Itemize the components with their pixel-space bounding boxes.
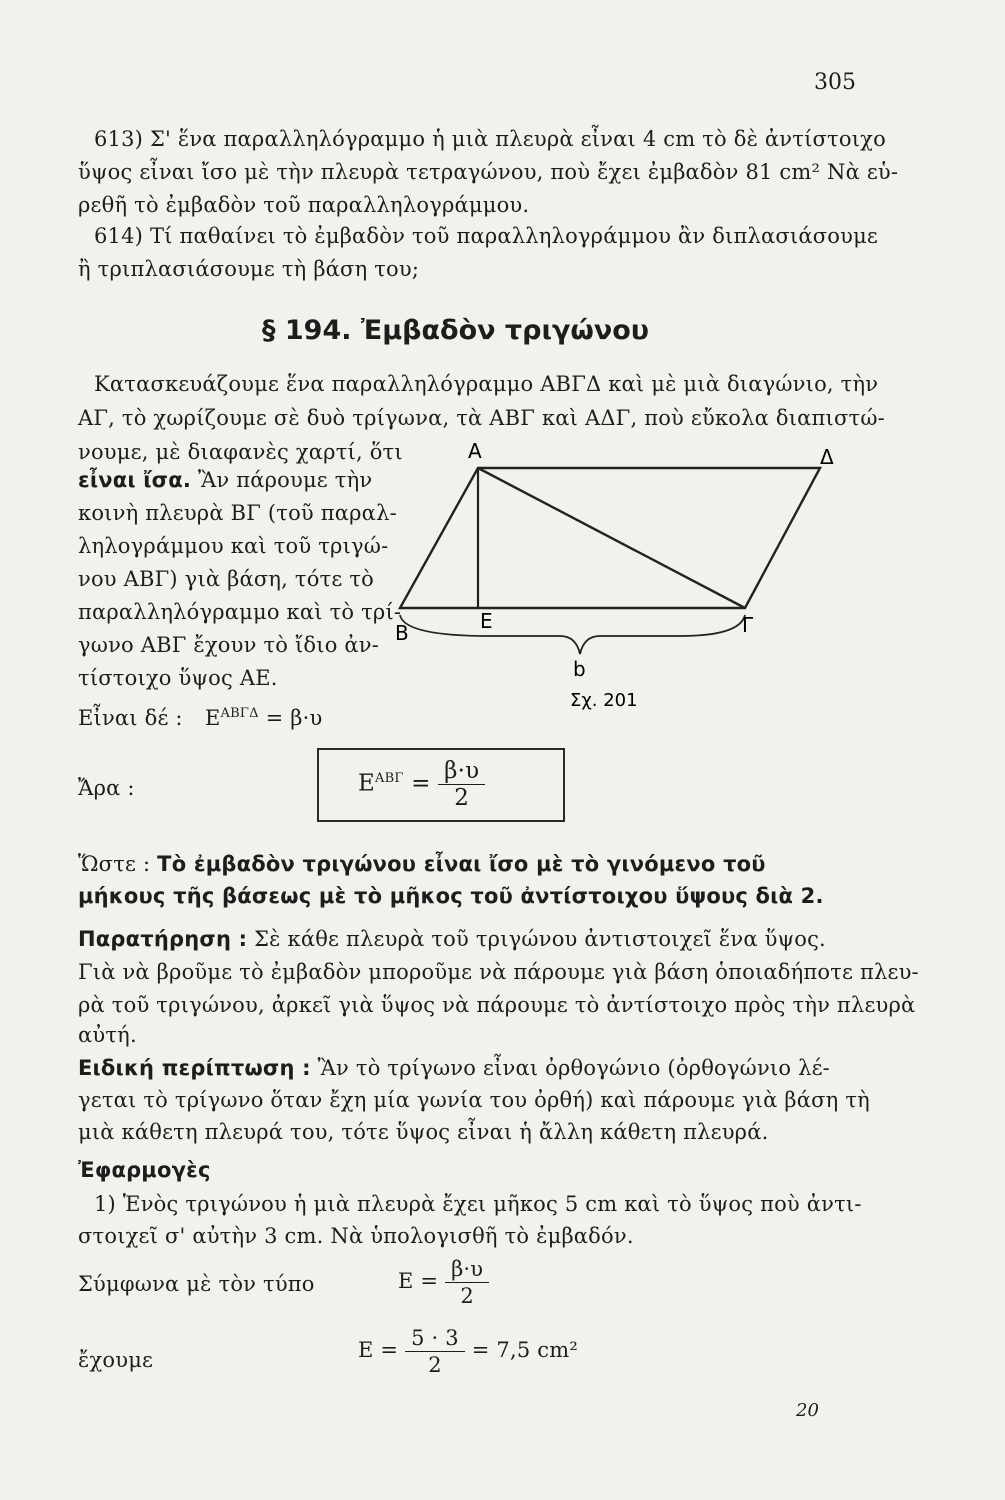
formula-3-lead: Σύμφωνα μὲ τὸν τύπο — [78, 1272, 315, 1296]
label-base-b: b — [573, 657, 586, 681]
left-column-line-7: τίστοιχο ὕψος ΑΕ. — [78, 666, 278, 690]
formula-3-num: β·υ — [445, 1256, 489, 1283]
page-number: 305 — [814, 70, 856, 95]
formula-2-den: 2 — [454, 785, 470, 811]
formula-4 — [358, 1325, 578, 1378]
left-column-line-1-rest: Ἂν πάρουμε τὴν — [197, 468, 373, 492]
conclusion-line-2: μήκους τῆς βάσεως μὲ τὸ μῆκος τοῦ ἀντίστοιχου ὕψους διὰ 2. — [78, 884, 824, 908]
formula-4-num: 5 · 3 — [405, 1325, 465, 1352]
remark-text-1: Σὲ κάθε πλευρὰ τοῦ τριγώνου ἀντιστοιχεῖ ἕνα ὕψος. — [254, 927, 826, 951]
special-line-3: μιὰ κάθετη πλευρά του, τότε ὕψος εἶναι ἡ ἄλλη κάθετη πλευρά. — [78, 1120, 769, 1144]
exercise-613-line-2: ὕψος εἶναι ἴσο μὲ τὴν πλευρὰ τετραγώνου, ποὺ ἔχει ἐμβαδὸν 81 cm² Νὰ εὑ- — [78, 160, 899, 184]
formula-2-eq: = — [411, 770, 431, 797]
applications-title: Ἐφαρμογὲς — [78, 1158, 211, 1182]
diagonal-ag — [478, 468, 745, 608]
label-b: Β — [395, 621, 409, 645]
remark-line-4: αὐτή. — [78, 1023, 137, 1047]
left-column-line-3: ληλογράμμου καὶ τοῦ τριγώ- — [78, 534, 389, 558]
equal-emphasis: εἶναι ἴσα. — [78, 468, 192, 492]
formula-2-lhs: E — [358, 770, 375, 797]
application-1-line-2: στοιχεῖ σ' αὐτὴν 3 cm. Νὰ ὑπολογισθῆ τὸ ἐμβαδόν. — [78, 1224, 634, 1248]
left-column-line-2: κοινὴ πλευρὰ ΒΓ (τοῦ παραλ- — [78, 501, 397, 525]
label-a: Α — [468, 440, 482, 463]
parallelogram-figure — [390, 440, 850, 710]
folio-mark: 20 — [796, 1400, 819, 1421]
figure-caption: Σχ. 201 — [570, 690, 638, 710]
label-e: Ε — [480, 609, 493, 633]
formula-4-fraction — [405, 1325, 465, 1378]
formula-1-lhs: E — [205, 706, 221, 730]
section-title: § 194. Ἐμβαδὸν τριγώνου — [262, 315, 650, 346]
remark-line-1 — [78, 925, 826, 953]
intro-line-2: ΑΓ, τὸ χωρίζουμε σὲ δυὸ τρίγωνα, τὰ ΑΒΓ καὶ ΑΔΓ, ποὺ εὔκολα διαπιστώ- — [78, 406, 885, 430]
base-brace — [400, 615, 745, 654]
label-d: Δ — [820, 445, 834, 469]
intro-line-3: νουμε, μὲ διαφανὲς χαρτί, ὅτι — [78, 440, 403, 464]
conclusion-text-1: Τὸ ἐμβαδὸν τριγώνου εἶναι ἴσο μὲ τὸ γινόμενο τοῦ — [157, 852, 766, 876]
formula-3 — [398, 1256, 489, 1309]
formula-4-lead: ἔχουμε — [78, 1348, 154, 1372]
exercise-613-line-3: ρεθῆ τὸ ἐμβαδὸν τοῦ παραλληλογράμμου. — [78, 193, 530, 217]
formula-2-sup: ΑΒΓ — [375, 770, 404, 786]
exercise-614-line-2: ἢ τριπλασιάσουμε τὴ βάση του; — [78, 257, 420, 281]
formula-3-lhs: E = — [398, 1269, 439, 1293]
special-line-1 — [78, 1054, 830, 1082]
special-line-2: γεται τὸ τρίγωνο ὅταν ἔχη μία γωνία του ὀρθή) καὶ πάρουμε γιὰ βάση τὴ — [78, 1088, 870, 1112]
formula-4-lhs: E = — [358, 1338, 399, 1362]
remark-line-3: ρὰ τοῦ τριγώνου, ἀρκεῖ γιὰ ὕψος νὰ πάρουμε τὸ ἀντίστοιχο πρὸς τὴν πλευρὰ — [78, 993, 916, 1017]
special-text-1: Ἂν τὸ τρίγωνο εἶναι ὀρθογώνιο (ὀρθογώνιο λέ- — [317, 1056, 830, 1080]
formula-1-sup: ΑΒΓΔ — [220, 706, 259, 721]
formula-triangle — [358, 758, 485, 811]
formula-3-den: 2 — [460, 1284, 474, 1308]
formula-3-fraction — [445, 1256, 489, 1309]
remark-line-2: Γιὰ νὰ βροῦμε τὸ ἐμβαδὸν μποροῦμε νὰ πάρουμε γιὰ βάση ὁποιαδήποτε πλευ- — [78, 960, 919, 984]
ara-label: Ἄρα : — [78, 776, 135, 800]
formula-1-rhs: = β·υ — [265, 706, 323, 730]
formula-4-den: 2 — [428, 1353, 442, 1377]
formula-parallelogram — [205, 700, 322, 732]
left-column-line-5: παραλληλόγραμμο καὶ τὸ τρί- — [78, 600, 402, 624]
label-g: Γ — [742, 613, 754, 637]
formula-2-num: β·υ — [438, 758, 485, 785]
formula-2-fraction — [438, 758, 485, 811]
conclusion-line-1 — [78, 850, 766, 878]
exercise-614-line-1: 614) Τί παθαίνει τὸ ἐμβαδὸν τοῦ παραλληλογράμμου ἂν διπλασιάσουμε — [94, 224, 879, 248]
left-column-line-4: νου ΑΒΓ) γιὰ βάση, τότε τὸ — [78, 567, 375, 591]
einai-de-label: Εἶναι δέ : — [78, 706, 183, 730]
left-column-line-6: γωνο ΑΒΓ ἔχουν τὸ ἴδιο ἀν- — [78, 633, 380, 657]
left-column-line-1 — [78, 466, 372, 494]
remark-lead: Παρατήρηση : — [78, 927, 248, 951]
exercise-613-line-1: 613) Σ' ἕνα παραλληλόγραμμο ἡ μιὰ πλευρὰ εἶναι 4 cm τὸ δὲ ἀντίστοιχο — [94, 127, 886, 151]
formula-4-rhs: = 7,5 cm² — [471, 1338, 578, 1362]
special-lead: Ειδική περίπτωση : — [78, 1056, 311, 1080]
conclusion-lead: Ὥστε : — [78, 852, 151, 876]
intro-line-1: Κατασκευάζουμε ἕνα παραλληλόγραμμο ΑΒΓΔ καὶ μὲ μιὰ διαγώνιο, τὴν — [94, 372, 879, 396]
application-1-line-1: 1) Ἑνὸς τριγώνου ἡ μιὰ πλευρὰ ἔχει μῆκος 5 cm καὶ τὸ ὕψος ποὺ ἀντι- — [94, 1192, 862, 1216]
